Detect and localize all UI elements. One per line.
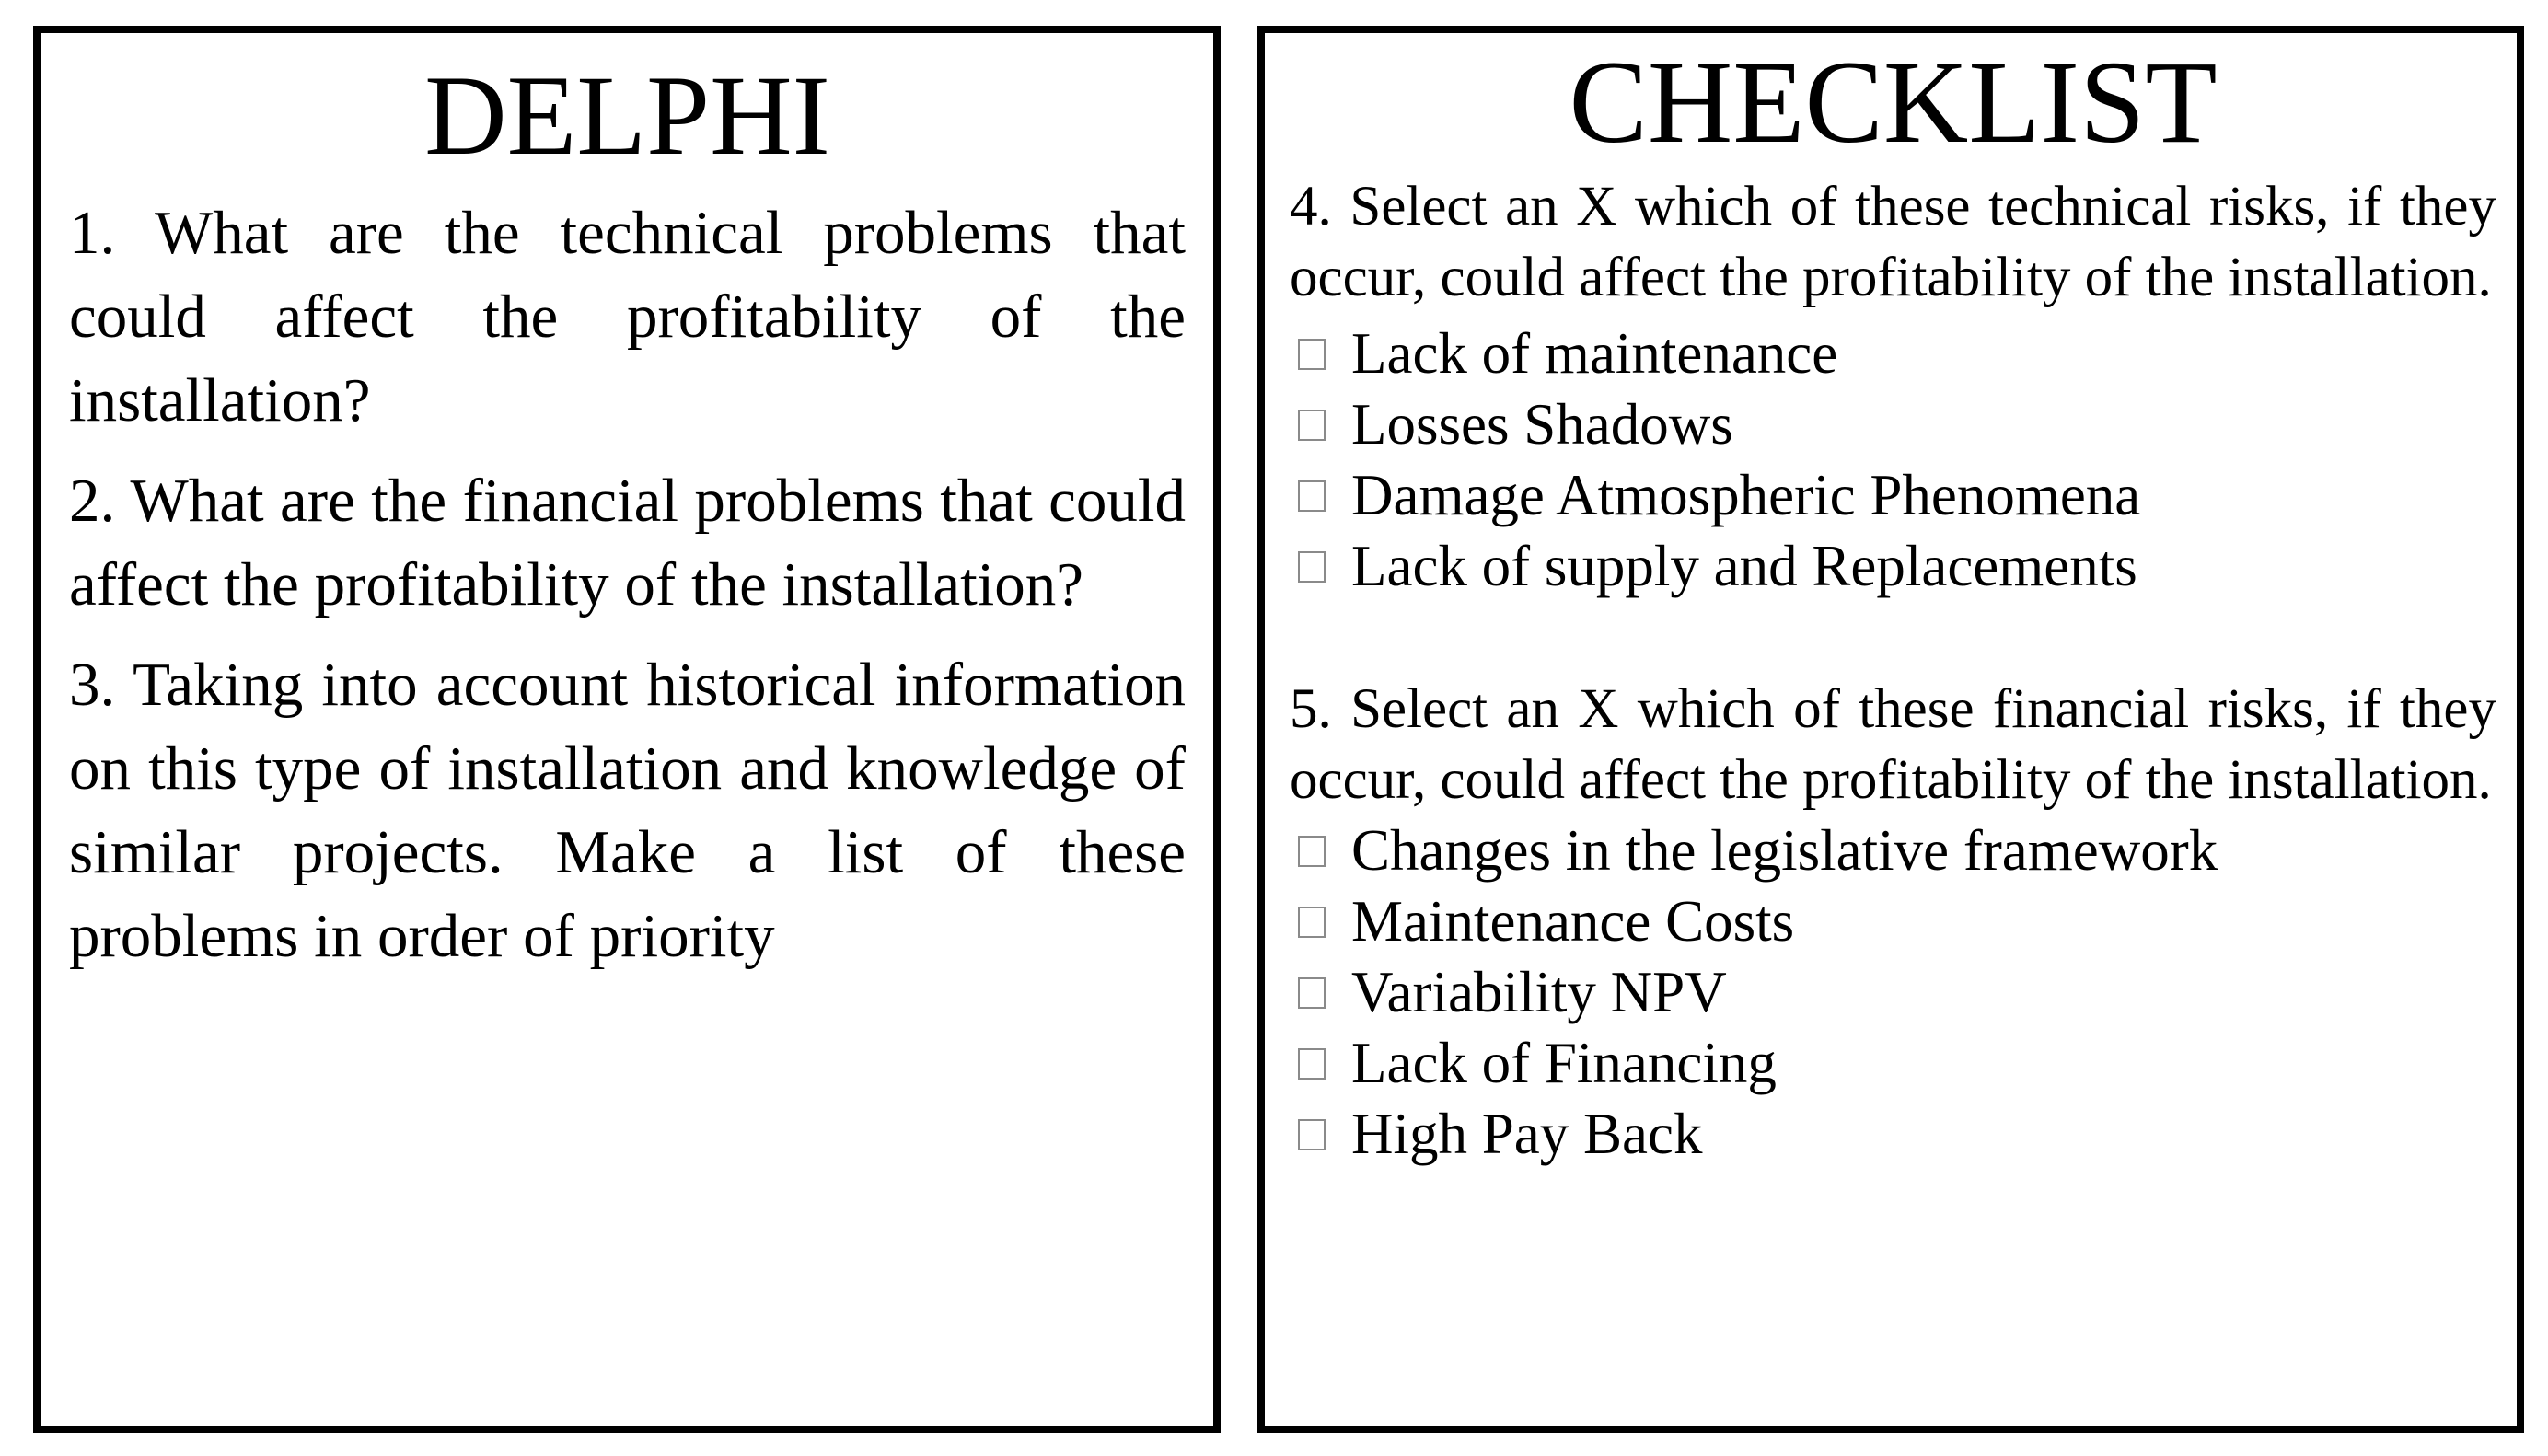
delphi-question-1: 1. What are the technical problems that could affect the profitability of the installation?	[69, 199, 1186, 434]
option-label: Lack of maintenance	[1351, 321, 1838, 386]
technical-option-lack-of-maintenance[interactable]	[1290, 318, 2496, 389]
technical-risks-question: 4. Select an X which of these technical risks, if they occur, could affect the profitability of the installation.	[1290, 176, 2496, 308]
delphi-question-2: 2. What are the financial problems that could affect the profitability of the installation?	[69, 467, 1186, 618]
option-label: Variability NPV	[1351, 960, 1727, 1024]
section-spacer	[1290, 602, 2496, 674]
checkbox-icon[interactable]	[1298, 1048, 1326, 1080]
option-label: Losses Shadows	[1351, 392, 1733, 456]
checkbox-icon[interactable]	[1298, 410, 1326, 441]
delphi-panel	[33, 26, 1221, 1433]
financial-option-changes-in-legislative-framework[interactable]	[1290, 815, 2496, 886]
financial-option-maintenance-costs[interactable]	[1290, 886, 2496, 957]
option-label: Changes in the legislative framework	[1351, 818, 2218, 883]
option-label: Lack of supply and Replacements	[1351, 534, 2137, 598]
option-label: High Pay Back	[1351, 1102, 1703, 1166]
financial-option-lack-of-financing[interactable]	[1290, 1028, 2496, 1099]
delphi-question-3: 3. Taking into account historical information on this type of installation and knowledge of similar projects. Make a list of these problems in order of priority	[69, 651, 1186, 970]
financial-option-high-pay-back[interactable]	[1290, 1099, 2496, 1170]
checklist-title: CHECKLIST	[1569, 37, 2218, 168]
checkbox-icon[interactable]	[1298, 977, 1326, 1009]
checkbox-icon[interactable]	[1298, 480, 1326, 512]
technical-option-losses-shadows[interactable]	[1290, 389, 2496, 460]
option-label: Damage Atmospheric Phenomena	[1351, 463, 2141, 527]
technical-option-lack-of-supply-and-replacements[interactable]	[1290, 531, 2496, 602]
technical-option-damage-atmospheric-phenomena[interactable]	[1290, 460, 2496, 531]
checkbox-icon[interactable]	[1298, 1119, 1326, 1150]
financial-option-variability-npv[interactable]	[1290, 957, 2496, 1028]
delphi-title: DELPHI	[424, 52, 830, 179]
financial-risks-list	[1290, 815, 2496, 1170]
option-label: Maintenance Costs	[1351, 889, 1795, 953]
technical-risks-list	[1290, 318, 2496, 602]
checklist-panel	[1257, 26, 2524, 1433]
checkbox-icon[interactable]	[1298, 907, 1326, 938]
option-label: Lack of Financing	[1351, 1031, 1777, 1095]
checkbox-icon[interactable]	[1298, 836, 1326, 867]
financial-risks-question: 5. Select an X which of these financial risks, if they occur, could affect the profitability of the installation.	[1290, 678, 2496, 811]
checkbox-icon[interactable]	[1298, 339, 1326, 370]
checkbox-icon[interactable]	[1298, 551, 1326, 583]
